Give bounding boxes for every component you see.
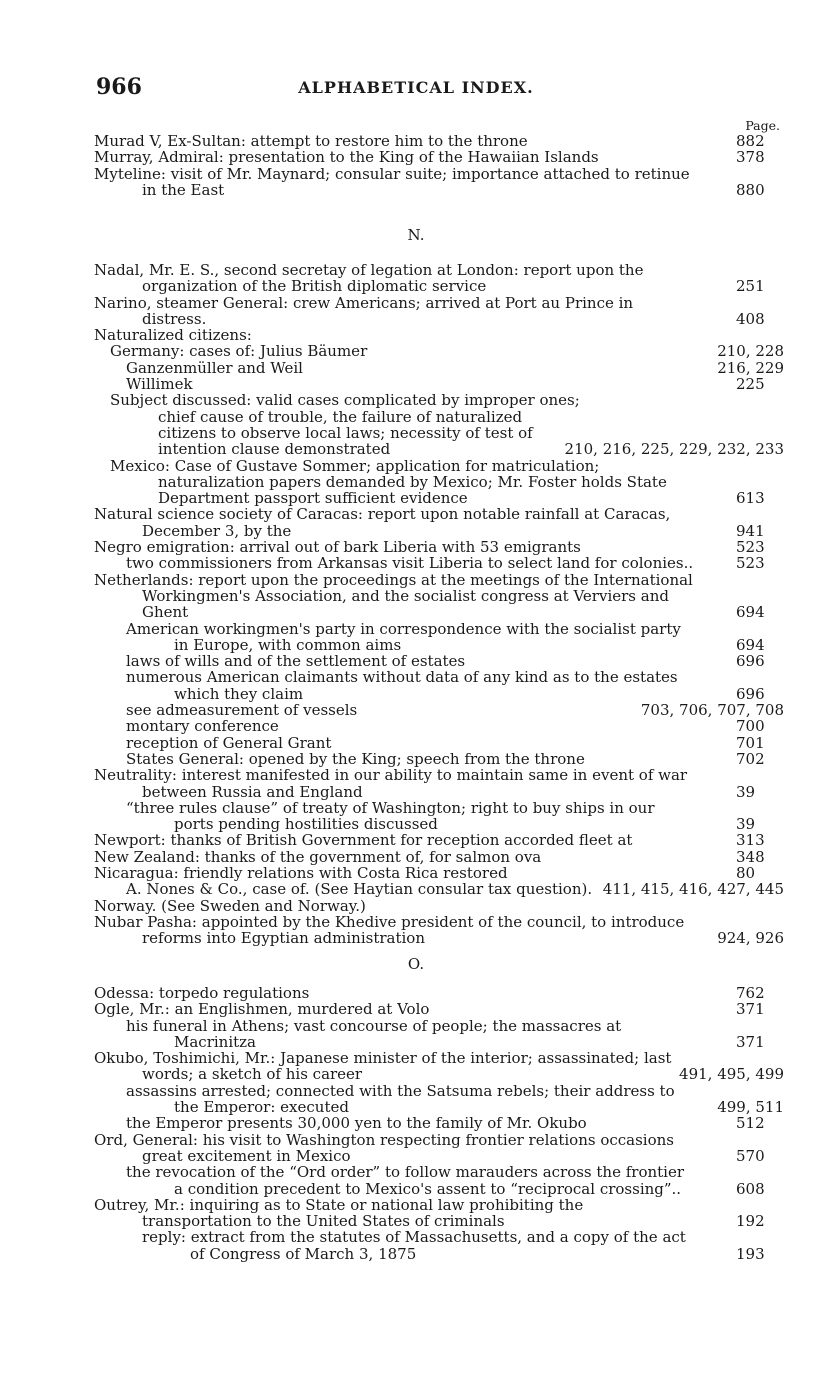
index-entry — [126, 702, 784, 718]
index-entry-text: “three rules clause” of treaty of Washington; right to buy ships in our ports pending hostilities discussed — [126, 798, 655, 834]
index-entry-pages: 216, 229 — [717, 358, 784, 377]
index-entry-text: Nubar Pasha: appointed by the Khedive president of the council, to introduce reforms into Egyptian administration — [94, 912, 685, 948]
index-entry-text: Willimek — [126, 375, 193, 394]
index-entry: Narino, steamer General: crew Americans; arrived at Port au Prince in distress. 408 — [94, 293, 765, 328]
index-entry-pages: 499, 511 — [717, 1098, 784, 1117]
index-entry-pages: 924, 926 — [717, 929, 784, 948]
index-entry: Nadal, Mr. E. S., second secretay of legation at London: report upon the organization of the British diplomatic service 251 — [94, 261, 765, 296]
index-entry-pages: 411, 415, 416, 427, 445 — [602, 880, 784, 899]
index-entry: Murad V, Ex-Sultan: attempt to restore him to the throne 882 — [94, 132, 765, 150]
index-entry-text: Subject discussed: valid cases complicated by improper ones; chief cause of trouble, the failure of naturalized citizens to observe local laws; necessity of test of intention clause demonstrated — [110, 391, 580, 459]
index-entry: his funeral in Athens; vast concourse of people; the massacres at Macrinitza 371 — [126, 1016, 765, 1051]
index-entry: Odessa: torpedo regulations 762 — [94, 984, 765, 1002]
index-entry-text: Okubo, Toshimichi, Mr.: Japanese minister of the interior; assassinated; last words; a sketch of his career — [94, 1049, 672, 1084]
index-section-o — [94, 985, 784, 1262]
index-entry: reception of General Grant 701 — [126, 733, 765, 752]
index-entry-text: see admeasurement of vessels — [126, 701, 358, 720]
index-entry: “three rules clause” of treaty of Washington; right to buy ships in our ports pending hostilities discussed 39 — [126, 798, 756, 834]
index-section-n — [94, 262, 784, 946]
index-entry: States General: opened by the King; speech from the throne 702 — [126, 749, 765, 768]
section-heading-n: N. — [407, 226, 425, 244]
index-entry-text: Nadal, Mr. E. S., second secretay of legation at London: report upon the organization of the British diplomatic service — [94, 261, 644, 296]
index-entry-pages: 210, 216, 225, 229, 232, 233 — [564, 440, 784, 459]
section-heading-o: O. — [407, 955, 425, 973]
index-entry-text: Murray, Admiral: presentation to the King of the Hawaiian Islands — [94, 148, 599, 167]
index-entry-text: Myteline: visit of Mr. Maynard; consular suite; importance attached to retinue in the East — [94, 164, 690, 199]
index-entry: Nicaragua: friendly relations with Costa Rica restored 80 — [94, 863, 756, 882]
index-entry-pages: 210, 228 — [717, 342, 784, 361]
index-entry: the revocation of the “Ord order” to follow marauders across the frontier a condition precedent to Mexico's assent to “reciprocal crossing”.. 608 — [126, 1163, 765, 1198]
index-entry-text: laws of wills and of the settlement of estates — [126, 652, 466, 671]
index-entry: Newport: thanks of British Government for reception accorded fleet at 313 — [94, 831, 765, 850]
index-entry: numerous American claimants without data of any kind as to the estates which they claim 696 — [126, 668, 765, 703]
index-entry: Neutrality: interest manifested in our ability to maintain same in event of war between Russia and England 39 — [94, 766, 756, 801]
index-entry-text: Outrey, Mr.: inquiring as to State or national law prohibiting the transportation to the United States of criminals — [94, 1195, 584, 1231]
index-entry: Mexico: Case of Gustave Sommer; application for matriculation; naturalization papers demanded by Mexico; Mr. Foster holds State Department passport sufficient evidence 613 — [110, 456, 765, 508]
index-entry-text: Ord, General: his visit to Washington respecting frontier relations occasions great excitement in Mexico — [94, 1130, 674, 1165]
index-entry — [126, 1083, 784, 1116]
page-column-label: Page. — [745, 118, 780, 133]
index-entry-text: Natural science society of Caracas: report upon notable rainfall at Caracas, December 3, by the — [94, 505, 671, 540]
index-entry — [94, 327, 784, 343]
index-entry-text: the revocation of the “Ord order” to follow marauders across the frontier a condition precedent to Mexico's assent to “reciprocal crossing”.. — [126, 1163, 685, 1198]
index-entry — [126, 881, 784, 897]
index-entry — [110, 343, 784, 359]
index-entry-text: American workingmen's party in correspondence with the socialist party in Europe, with common aims — [126, 619, 681, 654]
index-entry: American workingmen's party in correspondence with the socialist party in Europe, with common aims 694 — [126, 619, 765, 654]
index-entry: Natural science society of Caracas: report upon notable rainfall at Caracas, December 3, by the 941 — [94, 505, 765, 540]
index-entry-text: the Emperor presents 30,000 yen to the family of Mr. Okubo — [126, 1114, 587, 1133]
index-entry: Netherlands: report upon the proceedings at the meetings of the International Workingmen's Association, and the socialist congress at Verviers and Ghent 694 — [94, 570, 765, 622]
index-entry — [110, 392, 784, 457]
index-entry: Outrey, Mr.: inquiring as to State or national law prohibiting the transportation to the United States of criminals 192 — [94, 1195, 765, 1231]
index-entry-text: Norway. (See Sweden and Norway.) — [94, 896, 366, 915]
index-section-m — [94, 133, 784, 198]
index-entry-text: Naturalized citizens: — [94, 326, 252, 345]
index-entry: Ord, General: his visit to Washington respecting frontier relations occasions great excitement in Mexico 570 — [94, 1130, 765, 1165]
index-entry-text: assassins arrested; connected with the Satsuma rebels; their address to the Emperor: executed — [126, 1081, 675, 1117]
index-entry-text: Newport: thanks of British Government for reception accorded fleet at — [94, 831, 633, 850]
index-entry-text: two commissioners from Arkansas visit Liberia to select land for colonies.. — [126, 554, 694, 573]
index-entry: montary conference 700 — [126, 717, 765, 736]
page-number: 966 — [96, 74, 142, 100]
index-entry: New Zealand: thanks of the government of, for salmon ova 348 — [94, 847, 765, 866]
index-entry-pages: 491, 495, 499 — [679, 1065, 784, 1084]
index-entry-text: numerous American claimants without data of any kind as to the estates which they claim — [126, 668, 678, 703]
index-entry-text: Murad V, Ex-Sultan: attempt to restore him to the throne — [94, 132, 528, 150]
index-entry-pages: 703, 706, 707, 708 — [640, 701, 784, 720]
index-entry: laws of wills and of the settlement of estates 696 — [126, 652, 765, 671]
index-entry-text: Narino, steamer General: crew Americans; arrived at Port au Prince in distress. — [94, 293, 634, 328]
index-entry: reply: extract from the statutes of Massachusetts, and a copy of the act of Congress of March 3, 1875 193 — [142, 1228, 765, 1263]
index-entry: two commissioners from Arkansas visit Liberia to select land for colonies.. 523 — [126, 554, 765, 573]
index-entry — [94, 898, 784, 914]
index-entry-text: Ganzenmüller and Weil — [126, 358, 303, 377]
index-entry: Ogle, Mr.: an Englishmen, murdered at Volo 371 — [94, 1000, 765, 1019]
index-entry-text: montary conference — [126, 717, 279, 736]
index-entry-text: Neutrality: interest manifested in our ability to maintain same in event of war between Russia and England — [94, 766, 688, 801]
index-entry-text: Germany: cases of: Julius Bäumer — [110, 342, 368, 361]
index-entry-text: reception of General Grant — [126, 733, 332, 752]
index-entry-text: A. Nones & Co., case of. (See Haytian consular tax question). — [126, 880, 593, 899]
index-entry — [94, 1050, 784, 1083]
index-entry-text: Mexico: Case of Gustave Sommer; application for matriculation; naturalization papers demanded by Mexico; Mr. Foster holds State Department passport sufficient evidence — [110, 456, 667, 508]
index-entry: Myteline: visit of Mr. Maynard; consular suite; importance attached to retinue in the East 880 — [94, 164, 765, 199]
index-entry-text: reply: extract from the statutes of Massachusetts, and a copy of the act of Congress of March 3, 1875 — [142, 1228, 686, 1263]
index-entry-text: his funeral in Athens; vast concourse of people; the massacres at Macrinitza — [126, 1016, 622, 1051]
index-entry-text: Netherlands: report upon the proceedings at the meetings of the International Workingmen's Association, and the socialist congress at Verviers and Ghent — [94, 570, 693, 622]
index-entry-text: New Zealand: thanks of the government of, for salmon ova — [94, 847, 542, 866]
index-entry-text: Ogle, Mr.: an Englishmen, murdered at Volo — [94, 1000, 430, 1019]
index-entry-text: Nicaragua: friendly relations with Costa Rica restored — [94, 863, 508, 882]
index-entry: Negro emigration: arrival out of bark Liberia with 53 emigrants 523 — [94, 538, 765, 557]
index-entry: Murray, Admiral: presentation to the King of the Hawaiian Islands 378 — [94, 148, 765, 167]
index-entry-text: Odessa: torpedo regulations — [94, 984, 310, 1002]
index-entry: the Emperor presents 30,000 yen to the family of Mr. Okubo 512 — [126, 1114, 765, 1133]
index-entry-text: States General: opened by the King; speech from the throne — [126, 749, 585, 768]
running-head: ALPHABETICAL INDEX. — [298, 78, 534, 97]
index-entry — [94, 914, 784, 947]
index-entry-text: Negro emigration: arrival out of bark Liberia with 53 emigrants — [94, 538, 581, 557]
index-entry — [126, 360, 784, 376]
index-entry: Willimek 225 — [126, 375, 765, 394]
